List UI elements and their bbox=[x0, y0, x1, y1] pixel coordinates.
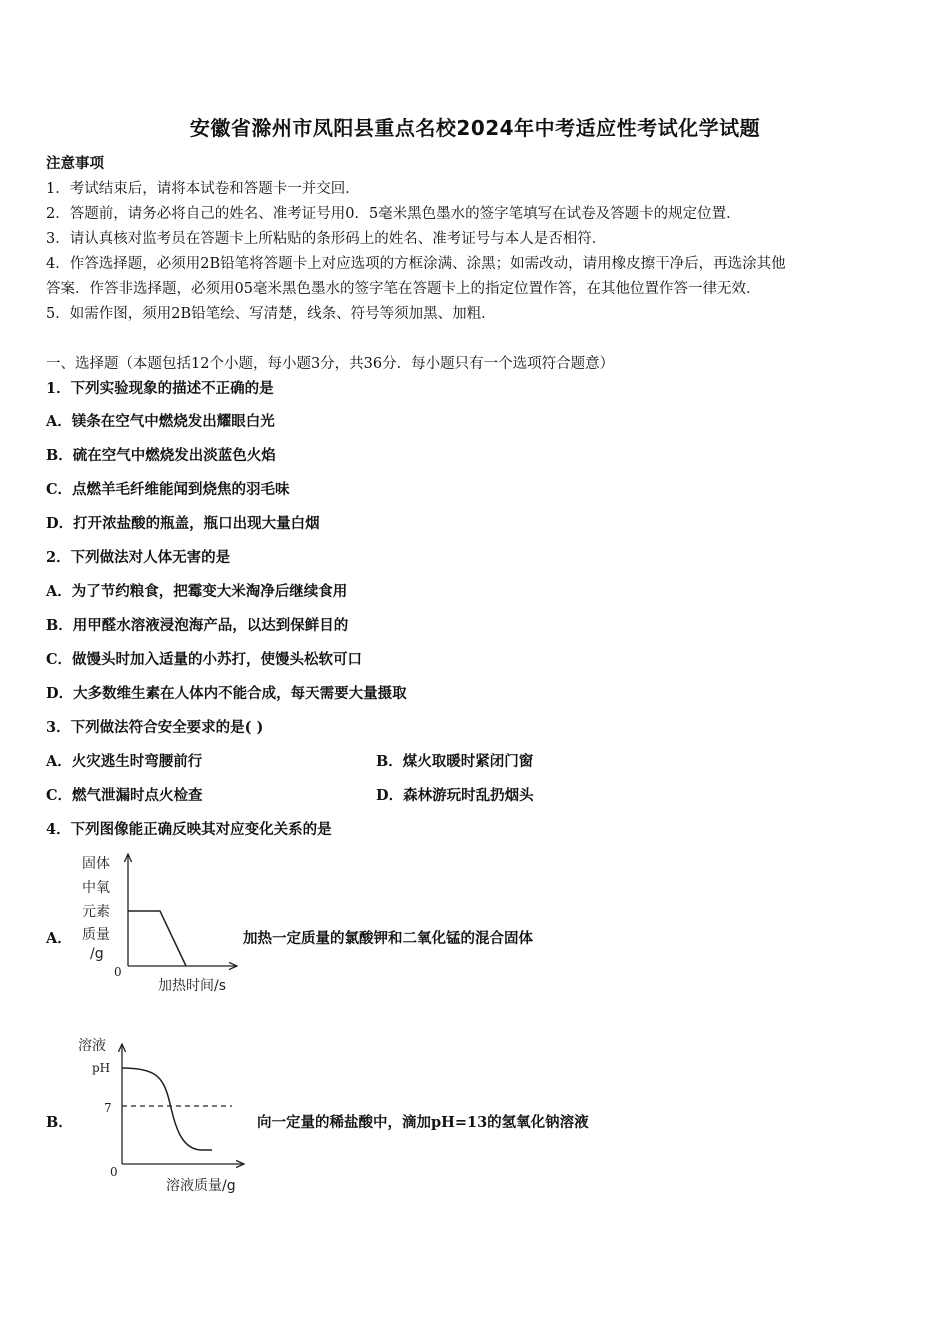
section-heading: 一、选择题（本题包括12个小题，每小题3分，共36分．每小题只有一个选项符合题意） bbox=[46, 356, 615, 372]
q4-graph-a-xlabel: 加热时间/s bbox=[158, 978, 227, 994]
notice-heading: 注意事项 bbox=[46, 155, 104, 172]
notice-item-2: 2．答题前，请务必将自己的姓名、准考证号用0．5毫米黑色墨水的签字笔填写在试卷及答题卡的规定位置． bbox=[46, 206, 741, 222]
q4-graph-b-origin: 0 bbox=[110, 1165, 118, 1179]
notice-item-3: 3．请认真核对监考员在答题卡上所粘贴的条形码上的姓名、准考证号与本人是否相符． bbox=[46, 231, 607, 247]
q4-graph-a-ylabel-1: 固体 bbox=[82, 856, 110, 872]
q2-option-c: C．做馒头时加入适量的小苏打，使馒头松软可口 bbox=[46, 651, 363, 668]
q1-option-d: D．打开浓盐酸的瓶盖，瓶口出现大量白烟 bbox=[46, 515, 320, 532]
q4-graph-a-ylabel-2: 中氧 bbox=[82, 880, 110, 896]
q2-option-a: A．为了节约粮食，把霉变大米淘净后继续食用 bbox=[46, 583, 348, 600]
q4-stem: 4．下列图像能正确反映其对应变化关系的是 bbox=[46, 821, 332, 838]
q1-option-a: A．镁条在空气中燃烧发出耀眼白光 bbox=[46, 413, 275, 430]
q4-graph-a-curve bbox=[128, 911, 186, 966]
notice-item-5: 5．如需作图，须用2B铅笔绘、写清楚，线条、符号等须加黑、加粗． bbox=[46, 306, 496, 322]
q2-option-d: D．大多数维生素在人体内不能合成，每天需要大量摄取 bbox=[46, 685, 407, 702]
q3-option-b: B．煤火取暖时紧闭门窗 bbox=[376, 753, 534, 770]
page-title: 安徽省滁州市凤阳县重点名校2024年中考适应性考试化学试题 bbox=[189, 116, 761, 140]
q4-graph-b-xlabel: 溶液质量/g bbox=[166, 1178, 236, 1194]
q4-graph-b bbox=[72, 1030, 262, 1200]
q4-graph-b-curve bbox=[122, 1068, 212, 1150]
q4-graph-a-origin: 0 bbox=[114, 965, 122, 979]
q4-graph-a-ylabel-4: 质量 bbox=[82, 927, 110, 943]
q4-graph-b-ref-value: 7 bbox=[104, 1101, 112, 1115]
q4-option-b-text: 向一定量的稀盐酸中，滴加pH=13的氢氧化钠溶液 bbox=[257, 1114, 589, 1131]
q3-option-d: D．森林游玩时乱扔烟头 bbox=[376, 787, 534, 804]
q4-graph-a-ylabel-3: 元素 bbox=[82, 904, 110, 920]
q4-option-a-label: A． bbox=[46, 930, 72, 947]
notice-item-4-cont: 答案．作答非选择题，必须用05毫米黑色墨水的签字笔在答题卡上的指定位置作答，在其他位置作答一律无效． bbox=[46, 281, 761, 297]
q4-option-b-label: B． bbox=[46, 1114, 73, 1131]
q3-option-c: C．燃气泄漏时点火检查 bbox=[46, 787, 203, 804]
q3-option-a: A．火灾逃生时弯腰前行 bbox=[46, 753, 203, 770]
q2-stem: 2．下列做法对人体无害的是 bbox=[46, 549, 231, 566]
q3-stem: 3．下列做法符合安全要求的是( ) bbox=[46, 719, 264, 736]
notice-item-1: 1．考试结束后，请将本试卷和答题卡一并交回． bbox=[46, 181, 360, 197]
q4-graph-b-ylabel-1: 溶液 bbox=[78, 1038, 106, 1054]
q4-graph-a-ylabel-5: /g bbox=[90, 946, 104, 962]
notice-item-4: 4．作答选择题，必须用2B铅笔将答题卡上对应选项的方框涂满、涂黑；如需改动，请用橡皮擦干净后，再选涂其他 bbox=[46, 256, 786, 272]
q4-graph-a bbox=[72, 848, 252, 998]
q4-option-a-text: 加热一定质量的氯酸钾和二氧化锰的混合固体 bbox=[243, 930, 533, 947]
q4-graph-b-ylabel-2: pH bbox=[92, 1061, 111, 1075]
q1-option-c: C．点燃羊毛纤维能闻到烧焦的羽毛味 bbox=[46, 481, 290, 498]
q2-option-b: B．用甲醛水溶液浸泡海产品，以达到保鲜目的 bbox=[46, 617, 349, 634]
q1-stem: 1．下列实验现象的描述不正确的是 bbox=[46, 380, 274, 397]
q1-option-b: B．硫在空气中燃烧发出淡蓝色火焰 bbox=[46, 447, 276, 464]
